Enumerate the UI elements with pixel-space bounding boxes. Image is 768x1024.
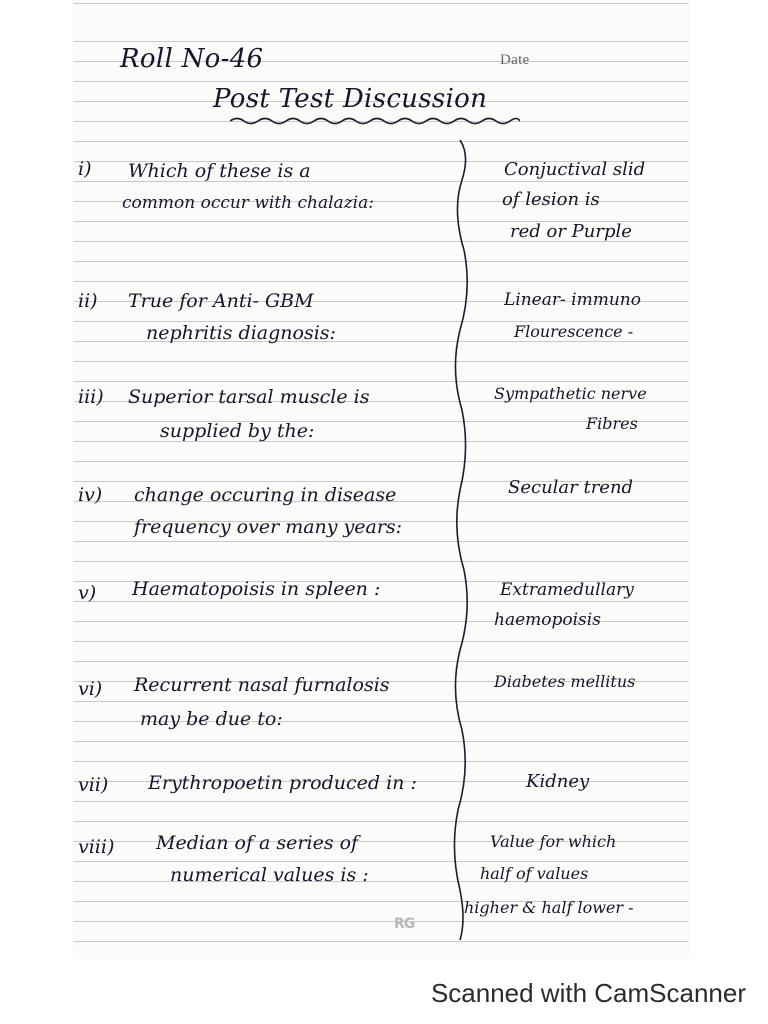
- answer-text: higher & half lower -: [464, 898, 634, 917]
- question-text: numerical values is :: [170, 864, 369, 886]
- question-text: Median of a series of: [156, 832, 359, 854]
- question-number: i): [78, 158, 92, 180]
- answer-text: Conjuctival slid: [504, 159, 646, 180]
- question-text: nephritis diagnosis:: [146, 322, 336, 344]
- answer-text: Linear- immuno: [504, 290, 641, 310]
- question-number: v): [78, 582, 97, 604]
- roll-number: Roll No-46: [120, 44, 264, 74]
- question-text: may be due to:: [140, 708, 283, 730]
- page-margin: [0, 0, 74, 958]
- stamp-mark: RG: [394, 916, 415, 932]
- question-text: Recurrent nasal furnalosis: [134, 674, 390, 696]
- question-text: True for Anti- GBM: [128, 290, 314, 312]
- answer-text: Kidney: [526, 771, 590, 792]
- scanner-watermark: Scanned with CamScanner: [430, 978, 746, 1008]
- question-number: vii): [78, 774, 109, 796]
- date-label: Date: [500, 52, 530, 68]
- question-number: iv): [78, 484, 103, 506]
- answer-text: red or Purple: [510, 221, 632, 242]
- question-text: common occur with chalazia:: [122, 193, 374, 213]
- answer-text: of lesion is: [502, 189, 600, 210]
- question-number: vi): [78, 678, 103, 700]
- question-number: iii): [78, 386, 104, 408]
- column-divider: [440, 140, 470, 940]
- answer-text: Value for which: [490, 832, 617, 851]
- answer-text: Flourescence -: [514, 322, 634, 341]
- title-underline: [230, 116, 520, 126]
- answer-text: haemopoisis: [494, 610, 601, 630]
- page-title: Post Test Discussion: [213, 84, 488, 114]
- question-text: supplied by the:: [160, 420, 315, 442]
- answer-text: Diabetes mellitus: [494, 672, 636, 691]
- question-number: viii): [78, 836, 115, 858]
- question-number: ii): [78, 290, 98, 312]
- answer-text: Sympathetic nerve: [494, 384, 647, 403]
- answer-text: Fibres: [586, 414, 638, 433]
- question-text: Which of these is a: [128, 160, 311, 182]
- answer-text: half of values: [480, 864, 589, 883]
- question-text: frequency over many years:: [134, 516, 403, 538]
- question-text: Haematopoisis in spleen :: [132, 578, 381, 600]
- answer-text: Secular trend: [508, 477, 634, 498]
- question-text: Erythropoetin produced in :: [148, 772, 417, 794]
- question-text: Superior tarsal muscle is: [128, 386, 370, 408]
- answer-text: Extramedullary: [500, 580, 634, 600]
- question-text: change occuring in disease: [134, 484, 397, 506]
